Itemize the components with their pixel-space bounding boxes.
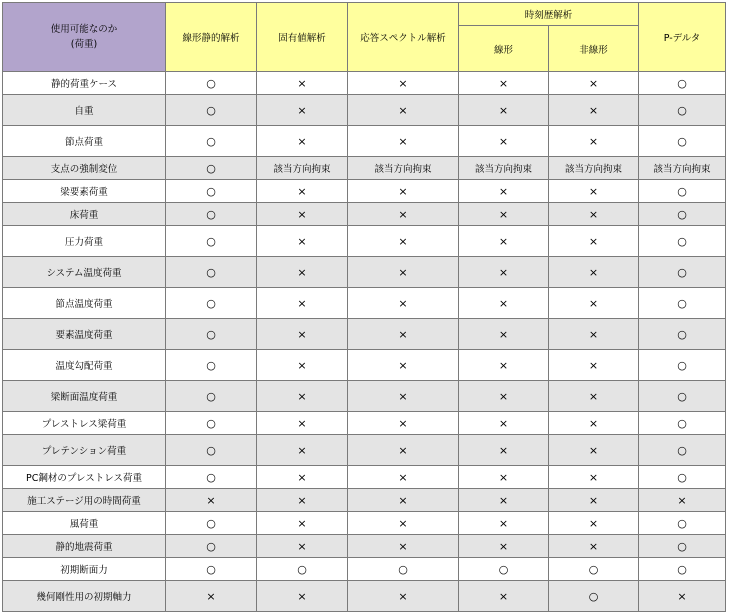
table-cell: ○ [166,350,257,381]
table-cell: ○ [166,558,257,581]
table-cell: × [348,489,459,512]
header-corner-cell [3,3,166,72]
table-cell: ○ [166,257,257,288]
table-row [3,126,726,157]
row-label: 支点の強制変位 [3,157,166,180]
row-label: 幾何剛性用の初期軸力 [3,581,166,612]
corner-line-1: 使用可能なのか [50,24,118,35]
row-label: 節点温度荷重 [3,288,166,319]
table-cell: ○ [639,203,726,226]
table-cell: × [257,466,348,489]
header-time-history-nonlinear: 非線形 [549,26,639,72]
table-row [3,72,726,95]
header-p-delta: P-デルタ [639,3,726,72]
table-row [3,535,726,558]
table-cell: × [639,581,726,612]
table-cell: ○ [459,558,549,581]
table-cell: × [348,381,459,412]
table-cell: × [459,319,549,350]
table-cell: × [459,126,549,157]
table-cell: × [459,180,549,203]
table-cell: × [459,203,549,226]
table-cell: × [257,581,348,612]
table-cell: ○ [639,412,726,435]
table-cell: × [459,288,549,319]
table-cell: × [549,435,639,466]
table-cell: ○ [166,203,257,226]
row-label: 施工ステージ用の時間荷重 [3,489,166,512]
table-cell: 該当方向拘束 [459,157,549,180]
table-cell: ○ [639,288,726,319]
table-cell: × [348,72,459,95]
table-cell: × [549,535,639,558]
row-label: プレストレス梁荷重 [3,412,166,435]
row-label: 温度勾配荷重 [3,350,166,381]
row-label: 静的荷重ケース [3,72,166,95]
table-cell: ○ [257,558,348,581]
table-cell: ○ [348,558,459,581]
row-label: プレテンション荷重 [3,435,166,466]
table-cell: ○ [166,512,257,535]
table-cell: × [549,257,639,288]
table-cell: × [549,319,639,350]
table-cell: ○ [639,512,726,535]
load-compatibility-table [2,2,726,612]
table-cell: ○ [639,126,726,157]
table-cell: × [257,203,348,226]
row-label: PC鋼材のプレストレス荷重 [3,466,166,489]
table-cell: ○ [166,435,257,466]
row-label: 梁断面温度荷重 [3,381,166,412]
table-row [3,257,726,288]
row-label: 節点荷重 [3,126,166,157]
row-label: 梁要素荷重 [3,180,166,203]
table-cell: × [459,412,549,435]
row-label: 床荷重 [3,203,166,226]
table-row [3,319,726,350]
table-cell: × [257,350,348,381]
table-cell: × [549,512,639,535]
table-row [3,412,726,435]
table-cell: × [348,319,459,350]
table-cell: × [257,257,348,288]
table-cell: ○ [639,466,726,489]
table-cell: ○ [639,226,726,257]
table-cell: × [348,535,459,558]
header-time-history-linear: 線形 [459,26,549,72]
table-cell: × [348,95,459,126]
table-cell: × [549,203,639,226]
table-row [3,558,726,581]
row-label: 静的地震荷重 [3,535,166,558]
table-cell: × [257,412,348,435]
table-cell: × [348,226,459,257]
table-row [3,581,726,612]
table-row [3,350,726,381]
table-cell: ○ [639,72,726,95]
row-label: 風荷重 [3,512,166,535]
table-cell: × [257,226,348,257]
table-cell: ○ [166,319,257,350]
table-cell: ○ [166,180,257,203]
table-cell: ○ [639,180,726,203]
table-row [3,288,726,319]
table-cell: × [549,226,639,257]
header-time-history: 時刻歴解析 [459,3,639,26]
table-cell: ○ [166,381,257,412]
table-row [3,226,726,257]
table-cell: × [459,350,549,381]
table-row [3,435,726,466]
table-cell: × [549,489,639,512]
table-cell: × [257,435,348,466]
table-cell: ○ [166,288,257,319]
table-cell: ○ [166,226,257,257]
table-cell: ○ [639,435,726,466]
table-cell: ○ [639,257,726,288]
table-cell: × [257,95,348,126]
table-cell: ○ [166,95,257,126]
table-cell: × [459,581,549,612]
table-cell: ○ [549,581,639,612]
table-cell: × [257,72,348,95]
table-cell: ○ [549,558,639,581]
table-cell: 該当方向拘束 [639,157,726,180]
table-cell: × [549,466,639,489]
table-container [2,2,726,612]
table-cell: × [348,512,459,535]
table-cell: × [549,180,639,203]
table-cell: × [166,581,257,612]
table-cell: ○ [166,412,257,435]
table-cell: ○ [639,558,726,581]
table-cell: × [348,180,459,203]
row-label: 自重 [3,95,166,126]
table-cell: ○ [639,95,726,126]
row-label: システム温度荷重 [3,257,166,288]
table-cell: × [549,350,639,381]
table-cell: × [348,126,459,157]
table-cell: × [257,288,348,319]
table-cell: 該当方向拘束 [348,157,459,180]
table-cell: × [348,203,459,226]
table-cell: ○ [639,319,726,350]
table-cell: × [348,466,459,489]
table-header [3,3,726,72]
table-cell: ○ [166,157,257,180]
table-cell: 該当方向拘束 [257,157,348,180]
table-cell: 該当方向拘束 [549,157,639,180]
table-cell: ○ [166,72,257,95]
table-cell: × [459,95,549,126]
table-cell: × [257,512,348,535]
table-cell: ○ [166,126,257,157]
table-cell: ○ [639,535,726,558]
row-label: 初期断面力 [3,558,166,581]
table-cell: × [549,412,639,435]
table-cell: ○ [166,466,257,489]
table-row [3,512,726,535]
table-row [3,203,726,226]
table-cell: × [257,319,348,350]
table-body [3,72,726,612]
table-cell: × [459,381,549,412]
table-cell: × [639,489,726,512]
table-cell: × [459,72,549,95]
table-cell: × [459,257,549,288]
table-cell: × [459,435,549,466]
table-row [3,180,726,203]
table-cell: × [549,95,639,126]
table-row [3,381,726,412]
table-cell: × [348,288,459,319]
table-cell: × [459,535,549,558]
table-cell: × [166,489,257,512]
header-eigenvalue: 固有値解析 [257,3,348,72]
table-cell: × [257,489,348,512]
table-row [3,489,726,512]
row-label: 圧力荷重 [3,226,166,257]
row-label: 要素温度荷重 [3,319,166,350]
table-cell: × [348,350,459,381]
table-cell: × [257,381,348,412]
header-linear-static: 線形静的解析 [166,3,257,72]
table-cell: × [348,412,459,435]
table-cell: × [459,226,549,257]
table-row [3,157,726,180]
table-cell: × [348,581,459,612]
table-cell: × [257,180,348,203]
corner-line-2: (荷重) [70,39,98,50]
table-cell: ○ [639,381,726,412]
table-cell: × [459,512,549,535]
table-cell: × [549,288,639,319]
table-cell: × [549,381,639,412]
table-cell: × [257,535,348,558]
table-cell: ○ [166,535,257,558]
table-cell: × [549,126,639,157]
table-cell: × [459,466,549,489]
table-cell: × [459,489,549,512]
table-cell: × [348,435,459,466]
table-cell: ○ [639,350,726,381]
table-cell: × [549,72,639,95]
table-cell: × [348,257,459,288]
table-cell: × [257,126,348,157]
table-row [3,95,726,126]
table-row [3,466,726,489]
header-response-spectrum: 応答スペクトル解析 [348,3,459,72]
